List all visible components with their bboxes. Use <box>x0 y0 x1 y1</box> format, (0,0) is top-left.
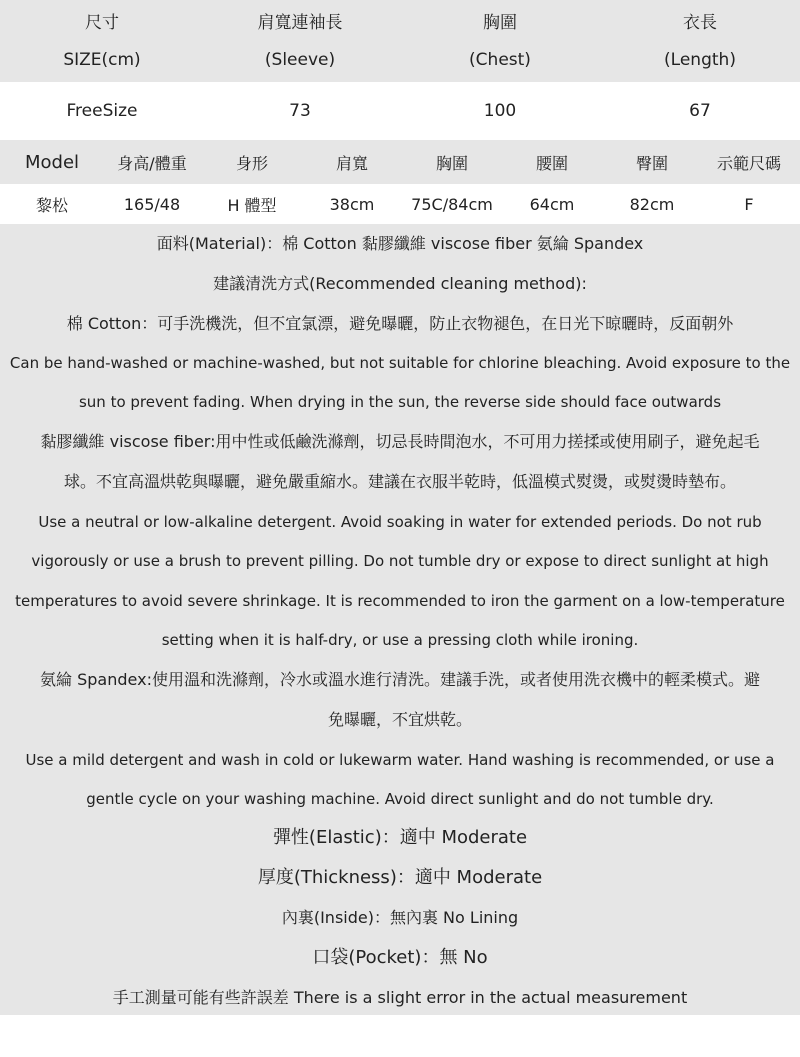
cotton-care-cn: 棉 Cotton：可手洗機洗，但不宜氯漂，避免曝曬，防止衣物褪色，在日光下晾曬時，反面朝外 <box>66 314 734 333</box>
size-col-size-cn: 尺寸 <box>85 12 119 33</box>
model-value-row <box>0 184 800 224</box>
size-col-size-en: SIZE(cm) <box>63 50 141 70</box>
measurement-note: 手工測量可能有些許誤差 There is a slight error in the actual measurement <box>112 988 688 1007</box>
spandex-care-cn-1: 氨綸 Spandex:使用溫和洗滌劑，冷水或溫水進行清洗。建議手洗，或者使用洗衣機中的輕柔模式。避 <box>40 670 760 689</box>
viscose-care-cn-1: 黏膠纖維 viscose fiber:用中性或低鹼洗滌劑，切忌長時間泡水，不可用力搓揉或使用刷子，避免起毛 <box>40 432 760 451</box>
size-value-sleeve: 73 <box>289 101 311 121</box>
elastic-line: 彈性(Elastic)：適中 Moderate <box>272 827 528 848</box>
viscose-care-en-1: Use a neutral or low-alkaline detergent. Avoid soaking in water for extended periods. Do not rub <box>38 513 762 531</box>
model-col-sample-size: 示範尺碼 <box>716 153 781 173</box>
model-col-model: Model <box>24 151 80 173</box>
material-line: 面料(Material)：棉 Cotton 黏膠纖維 viscose fiber 氨綸 Spandex <box>156 234 644 253</box>
size-col-sleeve-en: (Sleeve) <box>264 50 336 70</box>
viscose-care-en-4: setting when it is half-dry, or use a pressing cloth while ironing. <box>161 631 639 649</box>
size-value-chest: 100 <box>483 101 517 121</box>
model-col-body-type: 身形 <box>235 153 268 173</box>
model-col-height-weight: 身高/體重 <box>117 153 187 173</box>
model-value-shoulder: 38cm <box>329 194 375 214</box>
model-col-shoulder: 肩寬 <box>335 153 368 173</box>
model-col-hip: 臀圍 <box>635 153 668 173</box>
spandex-care-en-1: Use a mild detergent and wash in cold or lukewarm water. Hand washing is recommended, or use a <box>25 751 775 769</box>
size-col-length-cn: 衣長 <box>683 12 717 33</box>
model-value-bust: 75C/84cm <box>411 194 493 214</box>
size-col-chest-cn: 胸圍 <box>483 12 517 33</box>
size-col-chest-en: (Chest) <box>469 50 531 70</box>
spandex-care-en-2: gentle cycle on your washing machine. Avoid direct sunlight and do not tumble dry. <box>86 790 714 808</box>
size-col-length-en: (Length) <box>664 50 736 70</box>
model-value-sample-size: F <box>744 194 754 214</box>
size-value-length: 67 <box>689 101 711 121</box>
model-col-bust: 胸圍 <box>435 153 468 173</box>
size-header-en-row <box>0 40 800 80</box>
cotton-care-en-1: Can be hand-washed or machine-washed, but not suitable for chlorine bleaching. Avoid exposure to the <box>9 354 791 372</box>
model-header-row <box>0 142 800 182</box>
thickness-line: 厚度(Thickness)：適中 Moderate <box>257 867 543 888</box>
model-value-hip: 82cm <box>629 194 675 214</box>
model-value-name: 黎松 <box>35 195 68 215</box>
model-col-waist: 腰圍 <box>535 153 568 173</box>
size-value-size: FreeSize <box>66 101 138 121</box>
viscose-care-en-3: temperatures to avoid severe shrinkage. It is recommended to iron the garment on a low-temperature <box>15 592 785 610</box>
cleaning-method-heading: 建議清洗方式(Recommended cleaning method): <box>213 274 587 293</box>
viscose-care-en-2: vigorously or use a brush to prevent pilling. Do not tumble dry or expose to direct sunlight at high <box>31 552 769 570</box>
model-value-body-type: H 體型 <box>227 195 277 215</box>
size-col-sleeve-cn: 肩寬連袖長 <box>257 12 343 33</box>
spandex-care-cn-2: 免曝曬，不宜烘乾。 <box>327 710 472 729</box>
model-value-height-weight: 165/48 <box>123 194 181 214</box>
model-value-waist: 64cm <box>529 194 575 214</box>
pocket-line: 口袋(Pocket)：無 No <box>312 947 488 968</box>
inside-lining-line: 內裏(Inside)：無內裏 No Lining <box>281 908 519 927</box>
size-header-cn-row <box>0 0 800 40</box>
cotton-care-en-2: sun to prevent fading. When drying in the sun, the reverse side should face outwards <box>78 393 722 411</box>
size-value-row <box>0 82 800 140</box>
viscose-care-cn-2: 球。不宜高溫烘乾與曝曬，避免嚴重縮水。建議在衣服半乾時，低溫模式熨燙，或熨燙時墊布。 <box>63 472 736 491</box>
